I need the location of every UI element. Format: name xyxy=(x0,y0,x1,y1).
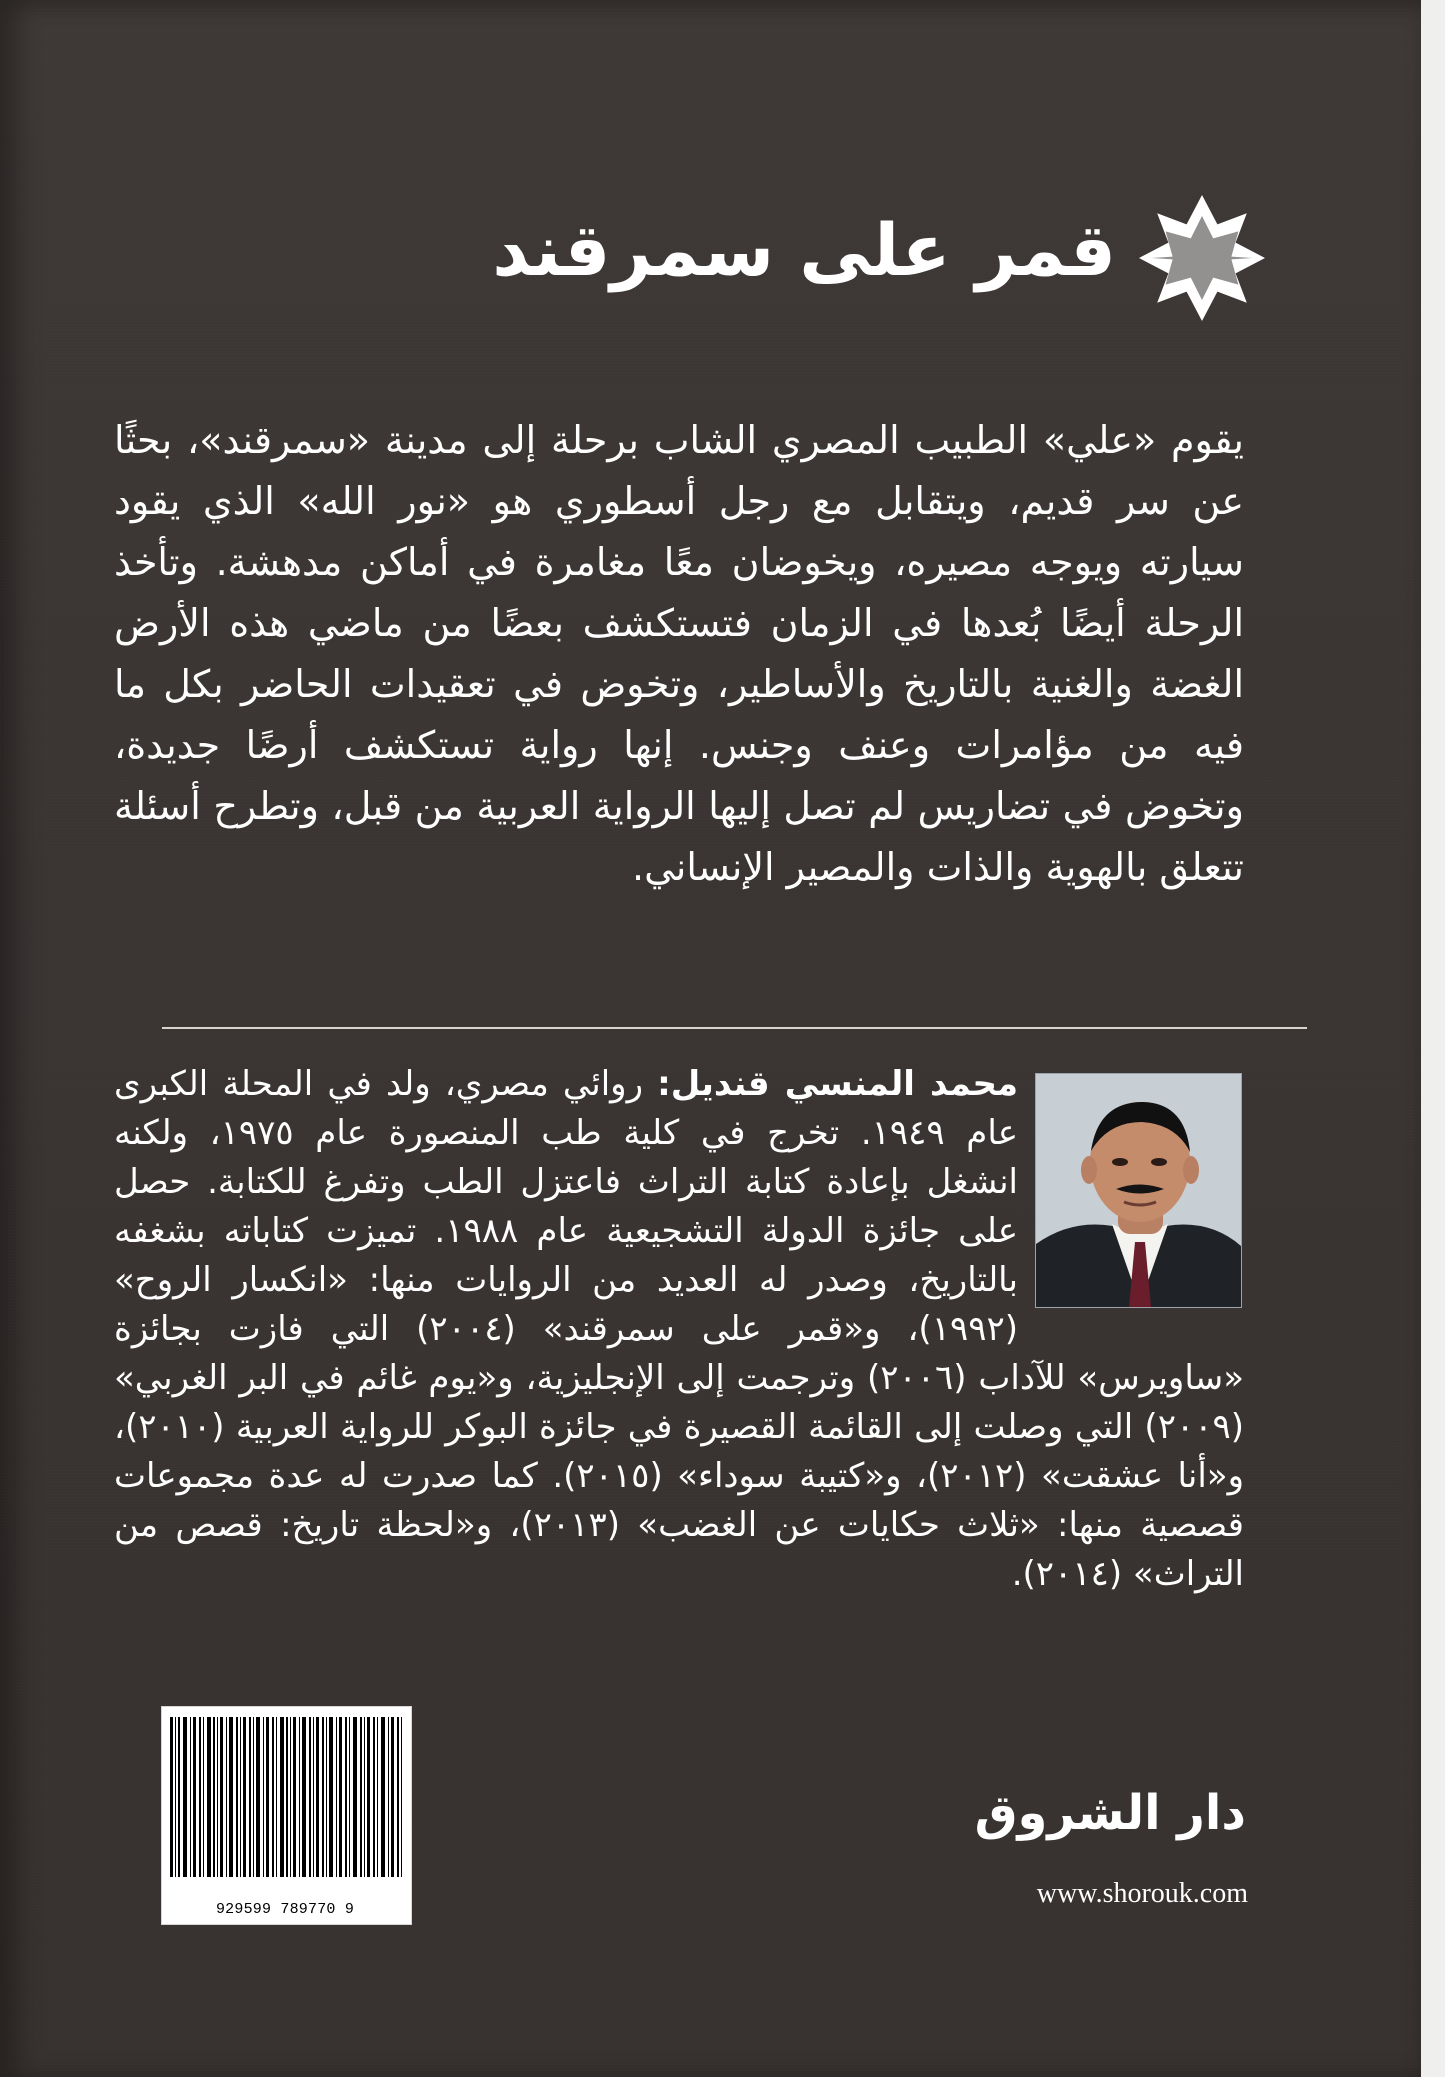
barcode-block xyxy=(161,1706,355,1918)
title-block xyxy=(492,188,1266,348)
author-name: محمد المنسي قنديل: xyxy=(657,1064,1018,1104)
publisher-url[interactable]: www.shorouk.com xyxy=(1036,1878,1248,1909)
author-biography xyxy=(114,1060,1244,1599)
portrait-wrap-space xyxy=(1018,1060,1244,1310)
publisher-logo: دار الشروق xyxy=(974,1785,1246,1841)
book-title: قمر على سمرقند xyxy=(492,208,1116,292)
book-synopsis: يقوم «علي» الطبيب المصري الشاب برحلة إلى مدينة «سمرقند»، بحثًا عن سر قديم، ويتقابل مع رجل أسطوري هو «نور الله» الذي يقود سيارته ويوجه مصيره، ويخوضان معًا مغامرة في أماكن مدهشة. وتأخذ الرحلة أيضًا بُعدها في الزمان فتستكشف بعضًا من ماضي هذه الأرض الغضة والغنية بالتاريخ والأساطير، وتخوض في تعقيدات الحاضر بكل ما فيه من مؤامرات وعنف وجنس. إنها رواية تستكشف أرضًا جديدة، وتخوض في تضاريس لم تصل إليها الرواية العربية من قبل، وتطرح أسئلة تتعلق بالهوية والذات والمصير الإنساني. xyxy=(114,418,1244,889)
section-divider xyxy=(162,1027,1307,1029)
isbn-number: 9 789770 929599 xyxy=(215,1901,355,1918)
eight-point-star-icon xyxy=(1132,188,1272,328)
author-bio-text: روائي مصري، ولد في المحلة الكبرى عام ١٩٤٩. تخرج في كلية طب المنصورة عام ١٩٧٥، ولكنه انشغل بإعادة كتابة التراث فاعتزل الطب وتفرغ للكتابة. حصل على جائزة الدولة التشجيعية عام ١٩٨٨. تميزت كتاباته بشغفه بالتاريخ، وصدر له العديد من الروايات منها: «انكسار الروح» (١٩٩٢)، و«قمر على سمرقند» (٢٠٠٤) التي فازت بجائزة «ساويرس» للآداب (٢٠٠٦) وترجمت إلى الإنجليزية، و«يوم غائم في البر الغربي» (٢٠٠٩) التي وصلت إلى القائمة القصيرة في جائزة البوكر للرواية العربية (٢٠١٠)، و«أنا عشقت» (٢٠١٢)، و«كتيبة سوداء» (٢٠١٥). كما صدرت له عدة مجموعات قصصية منها: «ثلاث حكايات عن الغضب» (٢٠١٣)، و«لحظة تاريخ: قصص من التراث» (٢٠١٤). xyxy=(114,1064,1245,1594)
barcode xyxy=(161,1706,412,1925)
